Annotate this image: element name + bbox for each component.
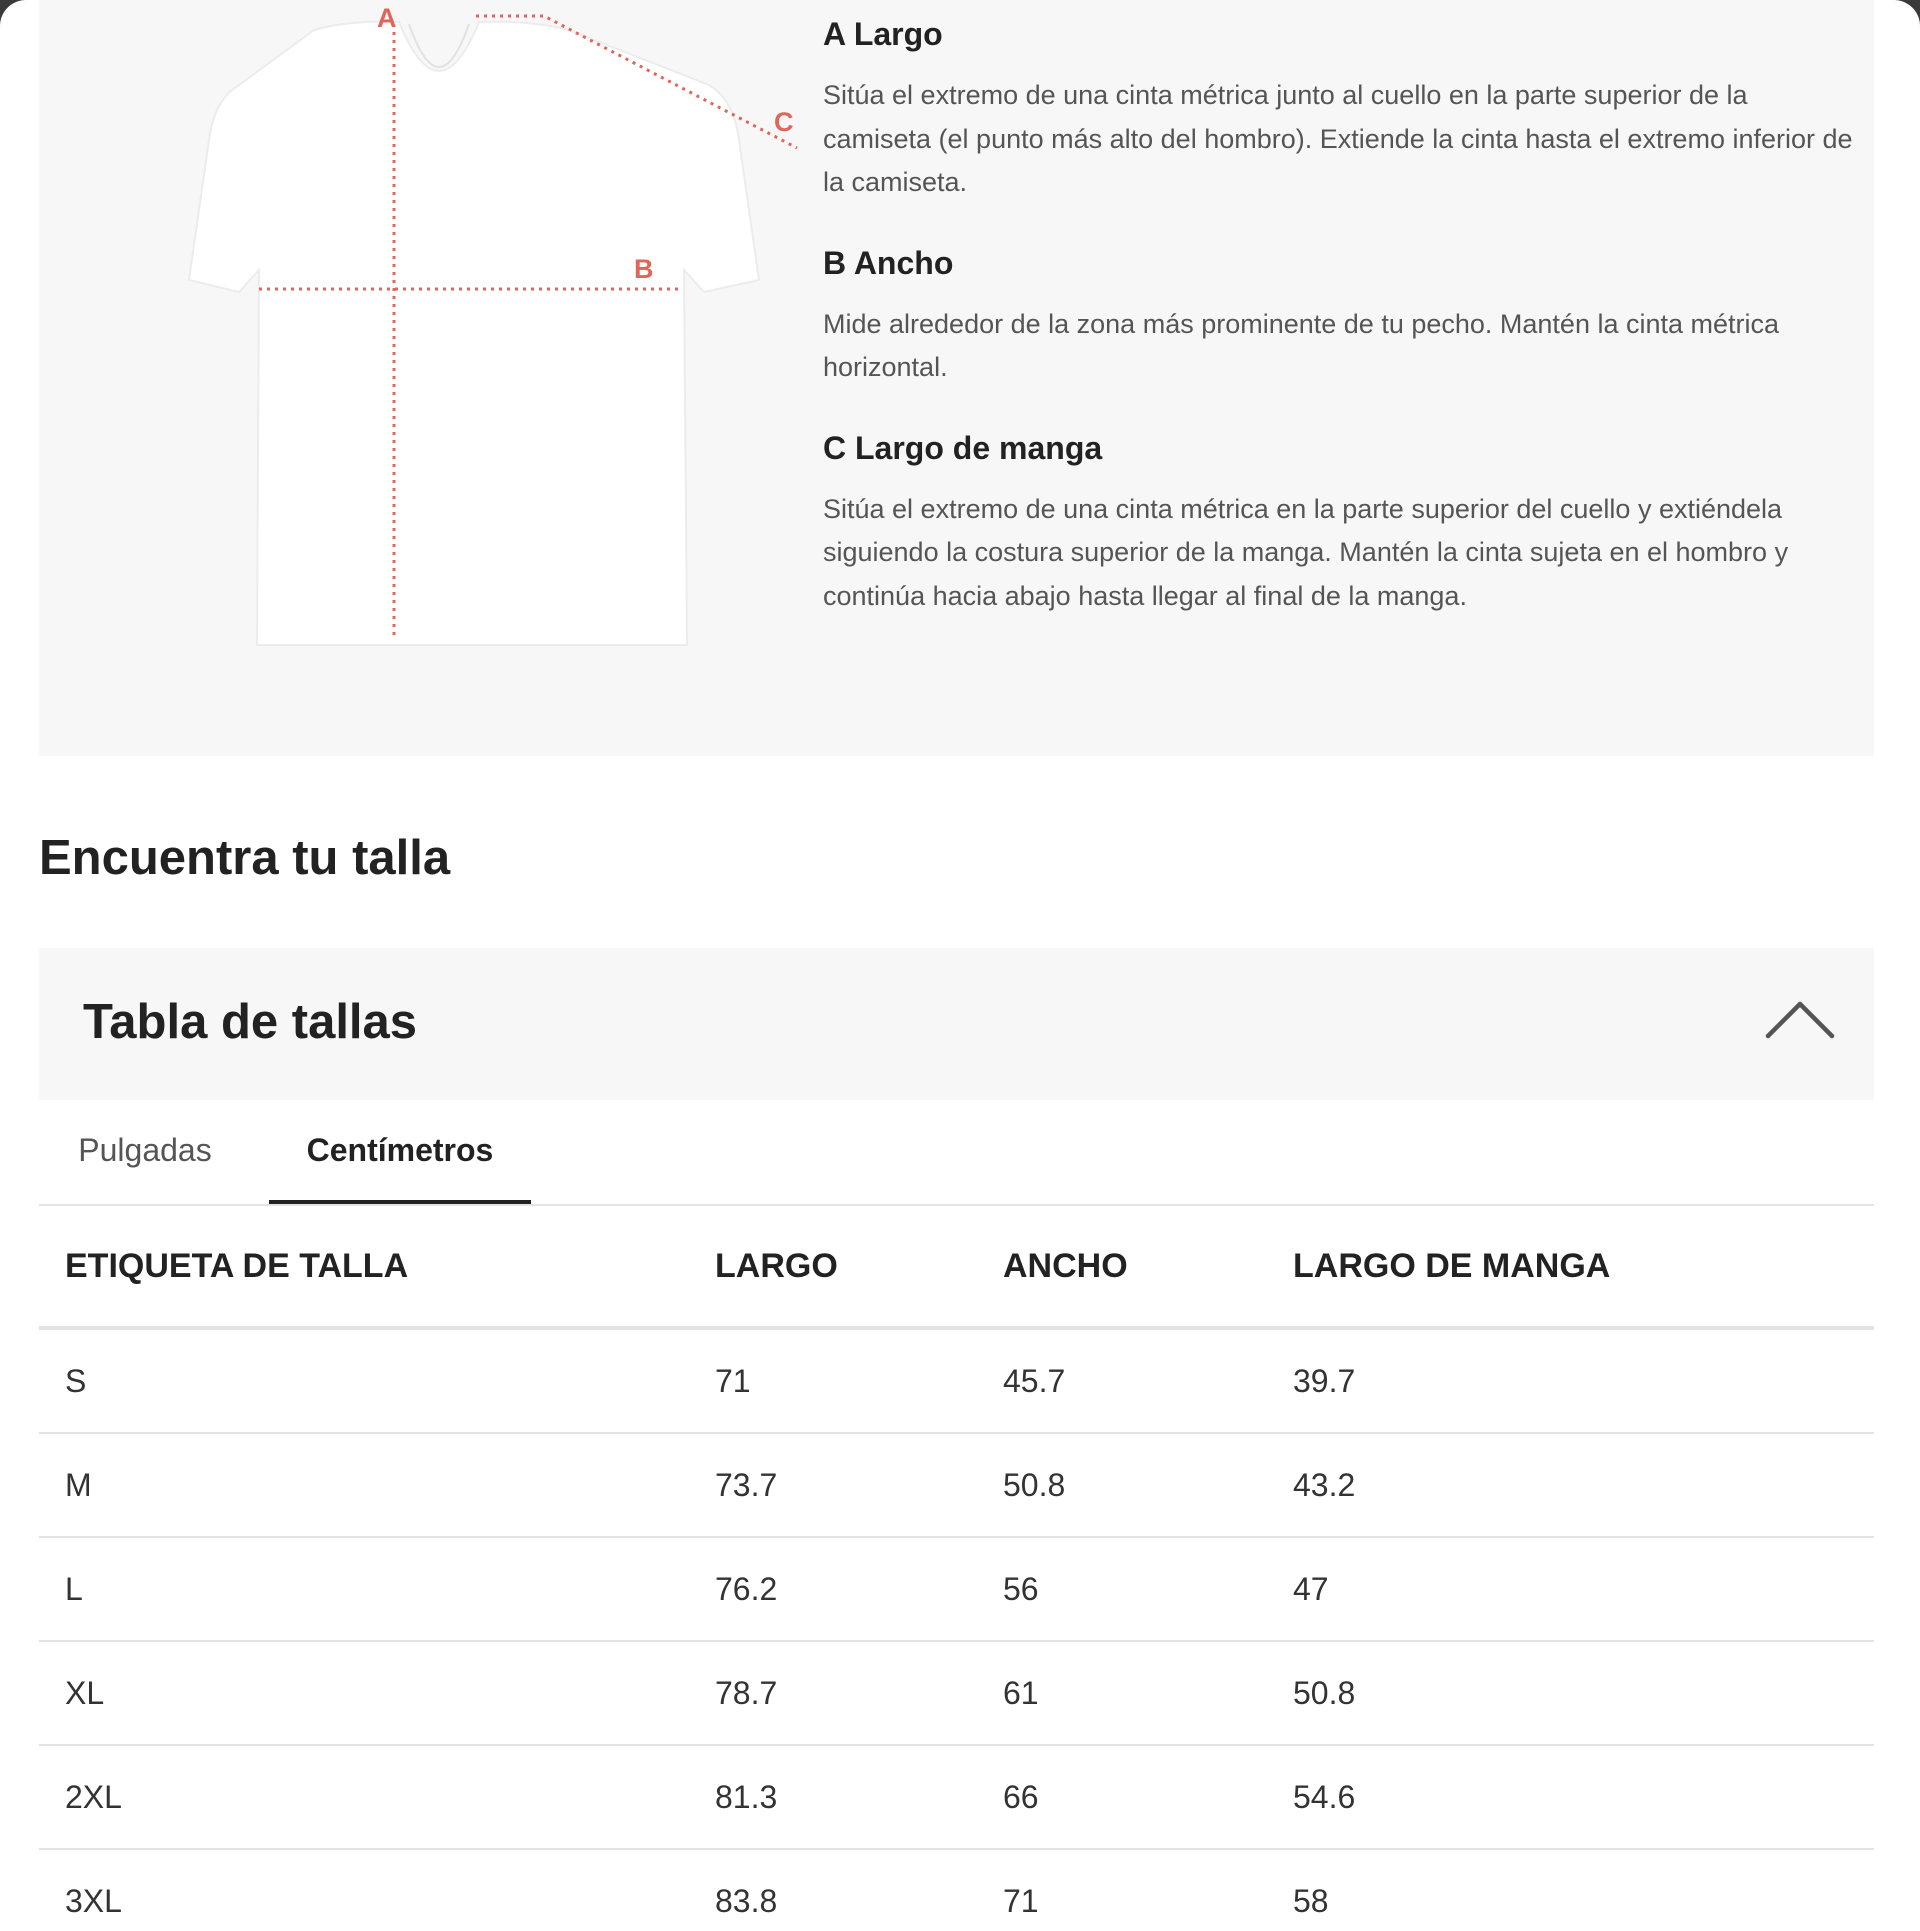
table-header-row bbox=[39, 1206, 1874, 1328]
measurement-instructions bbox=[823, 14, 1863, 656]
measurement-guide-panel bbox=[39, 0, 1874, 756]
table-row bbox=[39, 1537, 1874, 1641]
cell-width: 71 bbox=[977, 1849, 1267, 1931]
chevron-up-icon[interactable] bbox=[1765, 998, 1835, 1042]
table-row bbox=[39, 1849, 1874, 1931]
measure-title-width: B Ancho bbox=[823, 244, 954, 281]
column-header-width: ANCHO bbox=[977, 1206, 1267, 1328]
cell-length: 78.7 bbox=[689, 1641, 977, 1745]
measure-block-length bbox=[823, 14, 1863, 205]
measure-text-sleeve: Sitúa el extremo de una cinta métrica en la parte superior del cuello y extiéndela siguiendo la costura superior de la manga. Mantén la cinta sujeta en el hombro y continúa hacia abajo hasta llegar al final de la manga. bbox=[823, 493, 1789, 611]
measure-text-length: Sitúa el extremo de una cinta métrica junto al cuello en la parte superior de la camiseta (el punto más alto del hombro). Extiende la cinta hasta el extremo inferior de la camiseta. bbox=[823, 80, 1853, 197]
cell-length: 76.2 bbox=[689, 1537, 977, 1641]
table-row bbox=[39, 1641, 1874, 1745]
cell-sleeve-length: 58 bbox=[1267, 1849, 1874, 1931]
size-table bbox=[39, 1206, 1874, 1931]
cell-sleeve-length: 47 bbox=[1267, 1537, 1874, 1641]
cell-size-label: L bbox=[39, 1537, 689, 1641]
cell-sleeve-length: 50.8 bbox=[1267, 1641, 1874, 1745]
diagram-label-c: C bbox=[774, 107, 794, 137]
cell-length: 83.8 bbox=[689, 1849, 977, 1931]
tshirt-shape bbox=[189, 22, 759, 645]
tshirt-measure-illustration bbox=[139, 0, 819, 680]
diagram-label-a: A bbox=[377, 3, 397, 33]
cell-size-label: 2XL bbox=[39, 1745, 689, 1849]
table-row bbox=[39, 1328, 1874, 1433]
cell-length: 73.7 bbox=[689, 1433, 977, 1537]
column-header-size-label: ETIQUETA DE TALLA bbox=[39, 1206, 689, 1328]
diagram-label-b: B bbox=[634, 254, 654, 284]
unit-tabs bbox=[39, 1100, 1874, 1206]
cell-width: 45.7 bbox=[977, 1328, 1267, 1433]
column-header-length: LARGO bbox=[689, 1206, 977, 1328]
cell-size-label: 3XL bbox=[39, 1849, 689, 1931]
cell-length: 81.3 bbox=[689, 1745, 977, 1849]
table-row bbox=[39, 1745, 1874, 1849]
cell-sleeve-length: 43.2 bbox=[1267, 1433, 1874, 1537]
measure-title-length: A Largo bbox=[823, 16, 943, 52]
tshirt-diagram bbox=[139, 0, 819, 680]
tab-inches[interactable]: Pulgadas bbox=[78, 1132, 212, 1168]
size-chart-accordion-header[interactable] bbox=[39, 948, 1874, 1100]
tab-centimeters[interactable]: Centímetros bbox=[269, 1100, 531, 1204]
cell-size-label: XL bbox=[39, 1641, 689, 1745]
find-size-title: Encuentra tu talla bbox=[39, 831, 451, 885]
measure-title-sleeve: C Largo de manga bbox=[823, 429, 1103, 466]
cell-width: 56 bbox=[977, 1537, 1267, 1641]
measure-block-sleeve bbox=[823, 428, 1863, 619]
cell-sleeve-length: 39.7 bbox=[1267, 1328, 1874, 1433]
cell-length: 71 bbox=[689, 1328, 977, 1433]
measure-block-width bbox=[823, 243, 1863, 390]
cell-sleeve-length: 54.6 bbox=[1267, 1745, 1874, 1849]
table-row bbox=[39, 1433, 1874, 1537]
measure-text-width: Mide alrededor de la zona más prominente de tu pecho. Mantén la cinta métrica horizontal. bbox=[823, 308, 1780, 382]
size-chart-title: Tabla de tallas bbox=[83, 995, 418, 1049]
column-header-sleeve-length: LARGO DE MANGA bbox=[1267, 1206, 1874, 1328]
cell-size-label: M bbox=[39, 1433, 689, 1537]
cell-size-label: S bbox=[39, 1328, 689, 1433]
cell-width: 61 bbox=[977, 1641, 1267, 1745]
cell-width: 50.8 bbox=[977, 1433, 1267, 1537]
cell-width: 66 bbox=[977, 1745, 1267, 1849]
